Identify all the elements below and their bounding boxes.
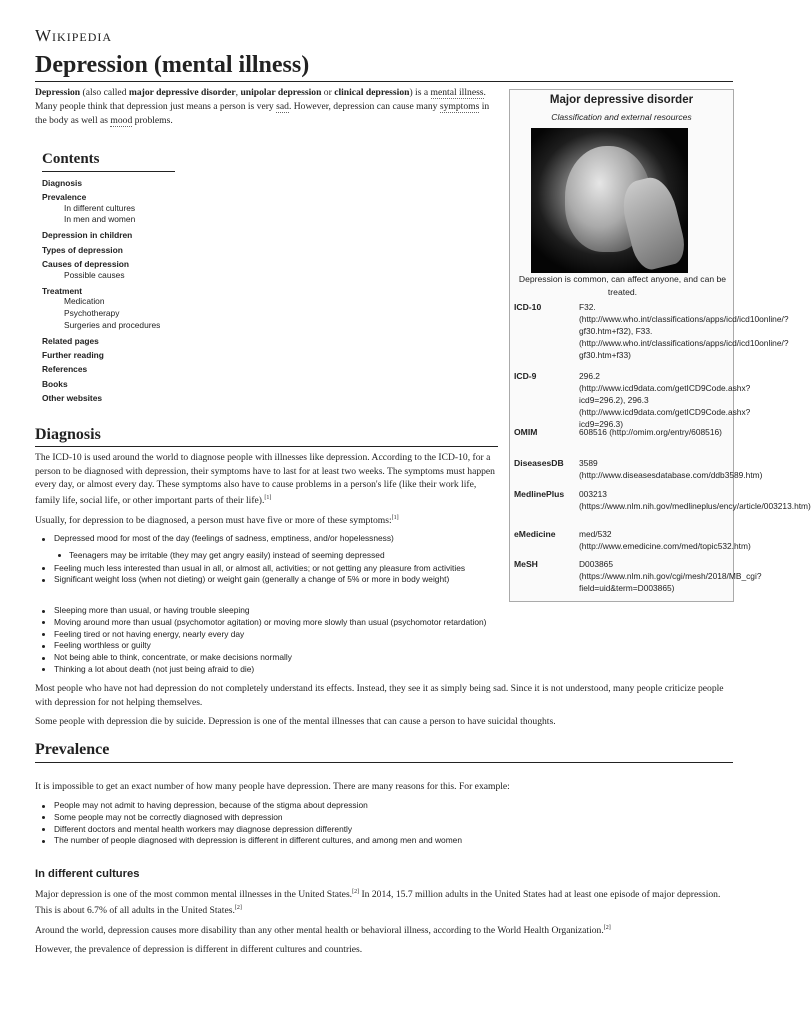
list-item: Significant weight loss (when not dieting) or weight gain (generally a change of 5% or more in body weight): [35, 574, 505, 586]
infobox-key: ICD-9: [514, 371, 537, 381]
paragraph-text: Usually, for depression to be diagnosed, a person must have five or more of these symptoms:: [35, 515, 392, 527]
toc-item-types[interactable]: Types of depression: [42, 245, 123, 255]
intro-text: ) is a: [409, 87, 431, 98]
infobox-key: DiseasesDB: [514, 458, 564, 468]
reference-link[interactable]: [2]: [234, 904, 242, 911]
symptom-list: [35, 533, 505, 586]
intro-alias-3: clinical depression: [334, 87, 410, 98]
link-symptoms[interactable]: symptoms: [439, 101, 480, 112]
toc-item-causes[interactable]: Causes of depression: [42, 259, 130, 269]
reference-link[interactable]: [2]: [603, 925, 611, 931]
infobox-value-link[interactable]: 296.2 (http://www.icd9data.com/getICD9Code.ashx?icd9=296.2), 296.3 (http://www.icd9data.com/getICD9Code.ashx?icd9=296.3): [579, 371, 751, 429]
diagnosis-paragraph-3: Most people who have not had depression do not completely understand its effects. Instead, they see it as simply being sad. Since it is not understood, many people criticize people with depression for not helping themselves.: [35, 683, 724, 708]
diagnosis-paragraph-4: Some people with depression die by suicide. Depression is one of the mental illnesses that can cause a person to have suicidal thoughts.: [35, 716, 556, 727]
infobox-key: OMIM: [514, 427, 538, 437]
reference-link[interactable]: [2]: [352, 889, 360, 895]
paragraph-text: In 2014, 15.7 million adults in the United States had at least one episode of major depression. This is about 6.7% of all adults in the United States.: [35, 889, 721, 916]
toc-item-psychotherapy[interactable]: Psychotherapy: [64, 308, 120, 318]
list-item: Feeling much less interested than usual in all, or almost all, activities; or not getting any pleasure from activities: [35, 563, 505, 575]
infobox-key: eMedicine: [514, 529, 556, 539]
list-item: Depressed mood for most of the day (feelings of sadness, emptiness, and/or hopelessness): [35, 533, 505, 545]
title-divider: [35, 81, 733, 82]
toc-item-different-cultures[interactable]: In different cultures: [64, 203, 136, 213]
depressed-man-image[interactable]: [531, 128, 688, 273]
toc-item-possible-causes[interactable]: Possible causes: [64, 270, 125, 280]
toc-item-other-websites[interactable]: Other websites: [42, 393, 103, 403]
contents-title: Contents: [42, 151, 100, 167]
reference-link[interactable]: [1]: [264, 494, 272, 501]
toc-item-further-reading[interactable]: Further reading: [42, 350, 104, 360]
list-item: Thinking a lot about death (not just being afraid to die): [35, 664, 595, 676]
list-item: People may not admit to having depression, because of the stigma about depression: [35, 800, 733, 812]
intro-text: . However, depression can cause many: [288, 101, 440, 112]
prevalence-paragraph-1: It is impossible to get an exact number of how many people have depression. There are many reasons for this. For example:: [35, 781, 510, 792]
intro-paragraph: [35, 86, 497, 128]
intro-term: Depression: [35, 87, 81, 98]
toc-item-medication[interactable]: Medication: [64, 296, 105, 306]
toc-item-related-pages[interactable]: Related pages: [42, 336, 99, 346]
section-divider: [35, 446, 498, 447]
list-item: Different doctors and mental health workers may diagnose depression differently: [35, 824, 733, 836]
paragraph-text: The ICD-10 is used around the world to diagnose people with illnesses like depression. According to the ICD-10, for a person to be diagnosed with depression, their symptoms have to last for at least two weeks. The symptoms must happen every day, or almost every day. These symptoms also have to cause problems in a person's life (like their work life, family life, social life, or other important parts of their life).: [35, 452, 495, 506]
subsection-heading-cultures: In different cultures: [35, 868, 140, 880]
infobox-key: ICD-10: [514, 302, 542, 312]
infobox-key: MedlinePlus: [514, 489, 565, 499]
intro-text: problems.: [132, 115, 173, 126]
page-title: Depression (mental illness): [35, 52, 310, 78]
intro-text: (also called: [80, 87, 129, 98]
list-item: Moving around more than usual (psychomotor agitation) or moving more slowly than usual (psychomotor retardation): [35, 617, 595, 629]
section-divider: [35, 762, 733, 763]
infobox-value-link[interactable]: med/532 (http://www.emedicine.com/med/topic532.htm): [579, 529, 751, 551]
cultures-paragraph-1: [35, 886, 733, 917]
link-sad[interactable]: sad: [276, 101, 289, 112]
toc-item-references[interactable]: References: [42, 364, 88, 374]
section-heading-prevalence: Prevalence: [35, 741, 110, 758]
reference-link[interactable]: [1]: [391, 515, 399, 521]
intro-text: in the body as well as: [35, 101, 490, 126]
link-mental-illness[interactable]: mental illness: [430, 87, 484, 98]
intro-alias-2: unipolar depression: [240, 87, 322, 98]
section-heading-diagnosis: Diagnosis: [35, 426, 101, 443]
list-item: Feeling tired or not having energy, nearly every day: [35, 629, 595, 641]
list-item: Teenagers may be irritable (they may get angry easily) instead of seeming depressed: [35, 550, 505, 562]
list-item: Not being able to think, concentrate, or make decisions normally: [35, 652, 595, 664]
infobox-value-link[interactable]: F32. (http://www.who.int/classifications/apps/icd/icd10online/?gf30.htm+f32), F33. (http://www.who.int/classifications/apps/icd/icd10online/?gf30.htm+f33): [579, 302, 789, 360]
infobox-caption: Depression is common, can affect anyone, and can be treated.: [518, 274, 727, 297]
intro-text: or: [321, 87, 335, 98]
infobox-value-link[interactable]: D003865 (https://www.nlm.nih.gov/cgi/mesh/2018/MB_cgi?field=uid&term=D003865): [579, 559, 762, 593]
infobox: [509, 89, 811, 602]
intro-alias-1: major depressive disorder: [128, 87, 236, 98]
infobox-value-link[interactable]: 3589 (http://www.diseasesdatabase.com/ddb3589.htm): [579, 458, 763, 480]
cultures-paragraph-2: [35, 922, 733, 938]
toc-item-men-and-women[interactable]: In men and women: [64, 214, 136, 224]
list-item: Some people may not be correctly diagnosed with depression: [35, 812, 733, 824]
toc-item-books[interactable]: Books: [42, 379, 68, 389]
link-mood[interactable]: mood: [110, 115, 133, 126]
cultures-paragraph-3: However, the prevalence of depression is different in different cultures and countries.: [35, 944, 363, 955]
infobox-subtitle: Classification and external resources: [551, 112, 692, 122]
diagnosis-paragraph-1: [35, 451, 498, 507]
symptom-list-continued: [35, 605, 595, 676]
list-item: Sleeping more than usual, or having trouble sleeping: [35, 605, 595, 617]
prevalence-list: [35, 800, 733, 847]
toc-item-diagnosis[interactable]: Diagnosis: [42, 178, 83, 188]
article-page: [35, 0, 811, 1024]
infobox-value-link[interactable]: 608516 (http://omim.org/entry/608516): [579, 427, 722, 437]
toc-item-treatment[interactable]: Treatment: [42, 286, 83, 296]
intro-text: . Many people think that depression just means a person is very: [35, 87, 486, 112]
intro-text: ,: [235, 87, 241, 98]
toc-item-children[interactable]: Depression in children: [42, 230, 133, 240]
wikipedia-wordmark[interactable]: Wikipedia: [35, 26, 113, 45]
list-item: Feeling worthless or guilty: [35, 640, 595, 652]
diagnosis-paragraph-2: [35, 512, 498, 528]
toc-item-prevalence[interactable]: Prevalence: [42, 192, 87, 202]
infobox-key: MeSH: [514, 559, 538, 569]
paragraph-text: Around the world, depression causes more disability than any other mental health or behavioral illness, according to the World Health Organization.: [35, 925, 604, 937]
hand-shape: [617, 173, 689, 273]
paragraph-text: Major depression is one of the most common mental illnesses in the United States.: [35, 889, 353, 901]
infobox-value-link[interactable]: 003213 (https://www.nlm.nih.gov/medlineplus/ency/article/003213.htm): [579, 489, 811, 511]
infobox-title: Major depressive disorder: [549, 94, 694, 106]
toc-item-surgeries[interactable]: Surgeries and procedures: [64, 320, 161, 330]
list-item: The number of people diagnosed with depression is different in different cultures, and among men and women: [35, 835, 733, 847]
contents-divider: [42, 171, 175, 172]
